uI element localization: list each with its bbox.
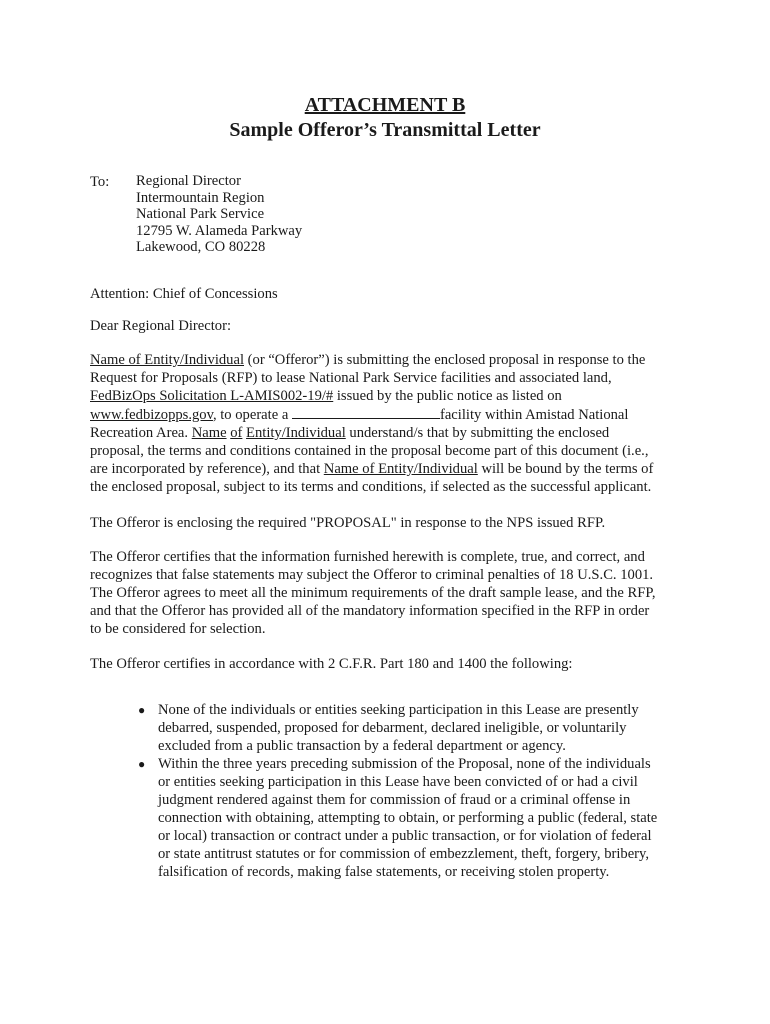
text-line: None of the individuals or entities seeking participation in this Lease are presently [158,702,639,718]
text-run: , to operate a [212,407,292,423]
salutation: Dear Regional Director: [90,318,232,334]
text-line: proposal, the terms and conditions contained in the proposal become part of this document (i.e., [90,443,649,459]
paragraph-cfr: The Offeror certifies in accordance with 2 C.F.R. Part 180 and 1400 the following: [90,656,573,672]
text-line [90,351,688,369]
text-run: Recreation Area. [90,425,192,441]
text-line: The Offeror certifies that the information furnished herewith is complete, true, and correct, and [90,549,645,565]
text-line: connection with obtaining, attempting to obtain, or performing a public (federal, state [158,810,658,826]
bullet-icon: ● [138,757,146,771]
paragraph-certification [90,548,688,638]
text-run: understand/s that by submitting the enclosed [345,425,610,441]
of-field: of [230,425,243,441]
certification-list [134,701,674,881]
paragraph-intro [90,351,688,496]
text-line: excluded from a public transaction by a federal department or agency. [158,738,566,754]
text-line: or entities seeking participation in this Lease have been convicted of or had a civil [158,774,638,790]
entity-field: Entity/Individual [246,425,346,441]
address-line: 12795 W. Alameda Parkway [136,222,303,239]
text-run: will be bound by the terms of [477,461,654,477]
text-run: issued by the public notice as listed on [333,388,562,404]
address-line: Intermountain Region [136,189,265,206]
title-block [0,93,770,142]
to-label: To: [90,174,110,190]
text-line [90,405,688,424]
text-line [90,424,688,442]
address-line: Regional Director [136,173,241,189]
text-line: or local) transaction or contract under a public transaction, or for violation of federal [158,828,652,844]
text-run: (or “Offeror”) is submitting the enclosed proposal in response to the [244,352,646,368]
solicitation-number: FedBizOps Solicitation L-AMIS002-19/# [90,388,334,404]
address-line: National Park Service [136,206,265,222]
text-line: and that the Offeror has provided all of the mandatory information specified in the RFP in order [90,603,650,619]
text-line: debarred, suspended, proposed for debarment, declared ineligible, or voluntarily [158,720,627,736]
document-subtitle: Sample Offeror’s Transmittal Letter [229,119,541,141]
list-item [134,755,674,881]
bullet-icon: ● [138,703,146,717]
text-line: the enclosed proposal, subject to its terms and conditions, if selected as the successful applicant. [90,479,652,495]
text-run: are incorporated by reference), and that [90,461,324,477]
facility-blank-field [292,405,440,419]
text-line: Request for Proposals (RFP) to lease National Park Service facilities and associated land, [90,370,612,386]
address-line: Lakewood, CO 80228 [136,239,266,255]
text-line [90,387,688,405]
paragraph-proposal: The Offeror is enclosing the required "PROPOSAL" in response to the NPS issued RFP. [90,515,606,531]
text-line: recognizes that false statements may subject the Offeror to criminal penalties of 18 U.S.C. 1001. [90,567,654,583]
text-run: facility within Amistad National [439,407,629,423]
text-line: judgment rendered against them for commission of fraud or a criminal offense in [158,792,631,808]
entity-name-field: Name of Entity/Individual [323,461,478,477]
recipient-address [136,173,302,256]
text-line: to be considered for selection. [90,621,266,637]
text-line: The Offeror agrees to meet all the minimum requirements of the draft sample lease, and the RFP, [90,585,656,601]
text-line [90,460,688,478]
name-field: Name [191,425,227,441]
list-item [134,701,674,755]
entity-name-field: Name of Entity/Individual [90,352,245,368]
website-link[interactable]: www.fedbizopps.gov [90,407,213,423]
document-title: ATTACHMENT B [304,94,466,116]
text-line: Within the three years preceding submission of the Proposal, none of the individuals [158,756,651,772]
text-line: or state antitrust statutes or for commission of embezzlement, theft, forgery, bribery, [158,846,650,862]
text-line: falsification of records, making false statements, or receiving stolen property. [158,864,610,880]
attention-line: Attention: Chief of Concessions [90,286,278,302]
